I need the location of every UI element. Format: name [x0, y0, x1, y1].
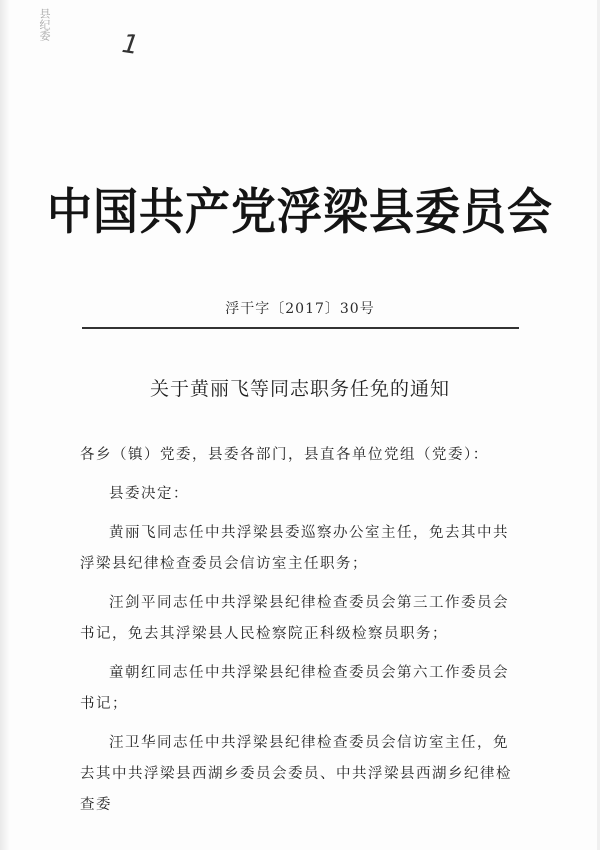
handwritten-corner-mark: 县纪委 — [38, 8, 51, 41]
scan-edge-left — [0, 0, 10, 850]
salutation: 各乡（镇）党委，县委各部门，县直各单位党组（党委）： — [80, 447, 489, 463]
notice-body — [80, 440, 522, 829]
appointment-paragraph: 童朝红同志任中共浮梁县纪律检查委员会第六工作委员会书记； — [80, 665, 509, 712]
decision-line: 县委决定： — [109, 486, 189, 502]
appointment-paragraph: 汪剑平同志任中共浮梁县纪律检查委员会第三工作委员会书记，免去其浮梁县人民检察院正科级检察员职务； — [80, 595, 509, 642]
appointment-paragraph: 汪卫华同志任中共浮梁县纪律检查委员会信访室主任，免去其中共浮梁县西湖乡委员会委员、中共浮梁县西湖乡纪律检查委 — [80, 735, 512, 813]
appointment-paragraph: 黄丽飞同志任中共浮梁县委巡察办公室主任，免去其中共浮梁县纪律检查委员会信访室主任职务； — [80, 525, 509, 572]
handwritten-page-number: 1 — [119, 28, 141, 62]
organization-title: 中国共产党浮梁县委员会 — [46, 183, 553, 241]
notice-title: 关于黄丽飞等同志职务任免的通知 — [149, 378, 450, 400]
document-number: 浮干字〔2017〕30号 — [225, 301, 375, 317]
header-divider — [82, 327, 519, 329]
